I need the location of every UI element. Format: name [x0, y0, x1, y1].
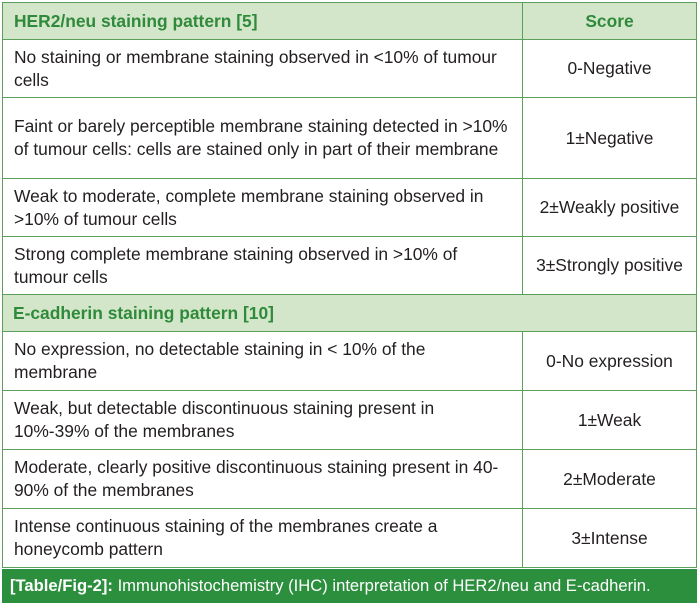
- table-row: [3, 450, 697, 509]
- ecadherin-section-title: E-cadherin staining pattern [10]: [3, 295, 697, 332]
- row-score: 3±Intense: [523, 509, 697, 568]
- table-row: [3, 179, 697, 237]
- row-score: 1±Weak: [523, 391, 697, 450]
- ecadherin-header-row: [3, 295, 697, 332]
- table-row: [3, 509, 697, 568]
- row-score: 0-No expression: [523, 332, 697, 391]
- table-row: [3, 237, 697, 295]
- score-column-header: Score: [523, 3, 697, 40]
- row-description: No expression, no detectable staining in < 10% of the membrane: [3, 332, 523, 391]
- row-score: 3±Strongly positive: [523, 237, 697, 295]
- her2-section-title: HER2/neu staining pattern [5]: [3, 3, 523, 40]
- row-description: Intense continuous staining of the membranes create a honeycomb pattern: [3, 509, 523, 568]
- row-score: 2±Weakly positive: [523, 179, 697, 237]
- row-score: 1±Negative: [523, 98, 697, 179]
- table-row: [3, 98, 697, 179]
- caption-text: Immunohistochemistry (IHC) interpretation of HER2/neu and E-cadherin.: [117, 576, 651, 595]
- ihc-interpretation-table: [2, 2, 697, 568]
- table-row: [3, 40, 697, 98]
- row-description: Weak, but detectable discontinuous staining present in 10%-39% of the membranes: [3, 391, 523, 450]
- figure-caption: [2, 569, 697, 603]
- row-description: Strong complete membrane staining observed in >10% of tumour cells: [3, 237, 523, 295]
- caption-label: [Table/Fig-2]:: [10, 576, 113, 595]
- row-description: Faint or barely perceptible membrane staining detected in >10% of tumour cells: cells are stained only in part of their membrane: [3, 98, 523, 179]
- her2-header-row: [3, 3, 697, 40]
- row-score: 2±Moderate: [523, 450, 697, 509]
- table-row: [3, 391, 697, 450]
- row-description: Weak to moderate, complete membrane staining observed in >10% of tumour cells: [3, 179, 523, 237]
- row-score: 0-Negative: [523, 40, 697, 98]
- table-row: [3, 332, 697, 391]
- row-description: No staining or membrane staining observed in <10% of tumour cells: [3, 40, 523, 98]
- row-description: Moderate, clearly positive discontinuous staining present in 40-90% of the membranes: [3, 450, 523, 509]
